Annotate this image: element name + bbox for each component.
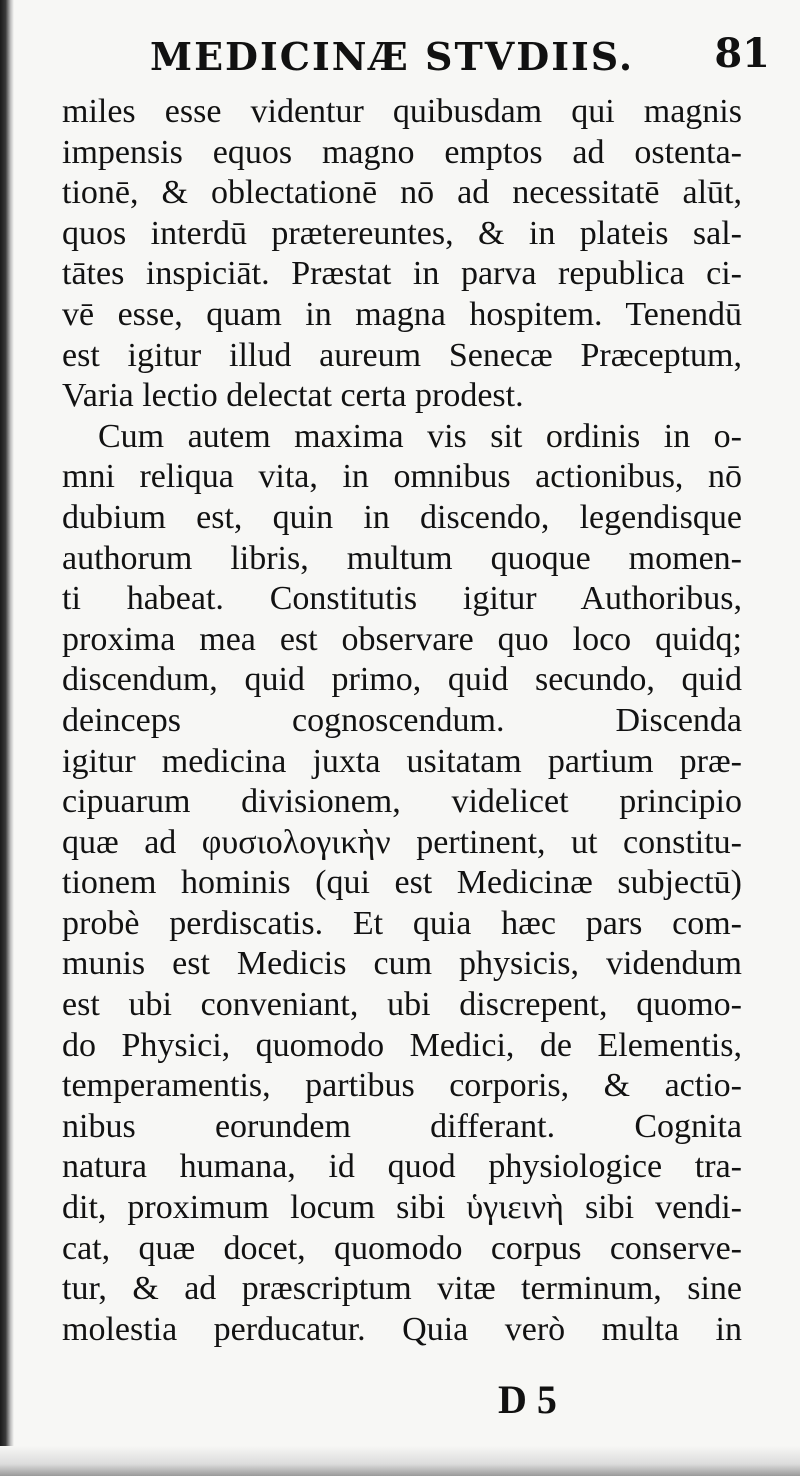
text-line: molestia perducatur. Quia verò multa in [62, 1310, 742, 1348]
text-line: proxima mea est observare quo loco quidq; [62, 620, 742, 658]
text-line: quos interdū prætereuntes, & in plateis sal- [62, 214, 742, 252]
text-line: cat, quæ docet, quomodo corpus conserve- [62, 1229, 742, 1267]
text-line: tātes inspiciāt. Præstat in parva republica ci- [62, 255, 742, 293]
text-line: est ubi conveniant, ubi discrepent, quomo- [62, 986, 742, 1024]
text-line: temperamentis, partibus corporis, & actio- [62, 1067, 742, 1105]
text-line: igitur medicina juxta usitatam partium præ- [62, 742, 742, 780]
text-line: dubium est, quin in discendo, legendisque [62, 498, 742, 536]
page-bottom-edge [0, 1446, 800, 1476]
text-line: mni reliqua vita, in omnibus actionibus, nō [62, 458, 742, 496]
text-line: vē esse, quam in magna hospitem. Tenendū [62, 295, 742, 333]
text-line: nibus eorundem differant. Cognita [62, 1107, 742, 1145]
text-line: est igitur illud aureum Senecæ Præceptum, [62, 336, 742, 374]
running-title: MEDICINÆ STVDIIS. [150, 34, 635, 79]
text-line: tionē, & oblectationē nō ad necessitatē alūt, [62, 174, 742, 212]
text-line: ti habeat. Constitutis igitur Authoribus, [62, 580, 742, 618]
text-line: dit, proximum locum sibi ὑγιεινὴ sibi vendi- [62, 1189, 742, 1227]
page-number: 81 [714, 30, 770, 77]
text-line: deinceps cognoscendum. Discenda [62, 701, 742, 739]
text-line: impensis equos magno emptos ad ostenta- [62, 133, 742, 171]
text-line: miles esse videntur quibusdam qui magnis [62, 93, 742, 130]
text-line: tur, & ad præscriptum vitæ terminum, sine [62, 1270, 742, 1308]
text-line: authorum libris, multum quoque momen- [62, 539, 742, 577]
text-line: natura humana, id quod physiologice tra- [62, 1148, 742, 1186]
text-line: quæ ad φυσιολογικὴν pertinent, ut constitu- [62, 823, 742, 861]
text-line: do Physici, quomodo Medici, de Elementis, [62, 1026, 742, 1064]
text-line: munis est Medicis cum physicis, videndum [62, 945, 742, 983]
signature-mark: D 5 [498, 1377, 557, 1422]
text-line: discendum, quid primo, quid secundo, quid [62, 661, 742, 699]
text-line: tionem hominis (qui est Medicinæ subjectū) [62, 864, 742, 902]
text-line: cipuarum divisionem, videlicet principio [62, 783, 742, 821]
body-text [62, 92, 742, 1350]
text-line: Varia lectio delectat certa prodest. [62, 377, 524, 415]
text-line: probè perdiscatis. Et quia hæc pars com- [62, 904, 742, 942]
page-gutter-shadow [0, 0, 14, 1476]
paragraph-start-line: Cum autem maxima vis sit ordinis in o- [98, 417, 742, 455]
running-head [150, 26, 770, 90]
